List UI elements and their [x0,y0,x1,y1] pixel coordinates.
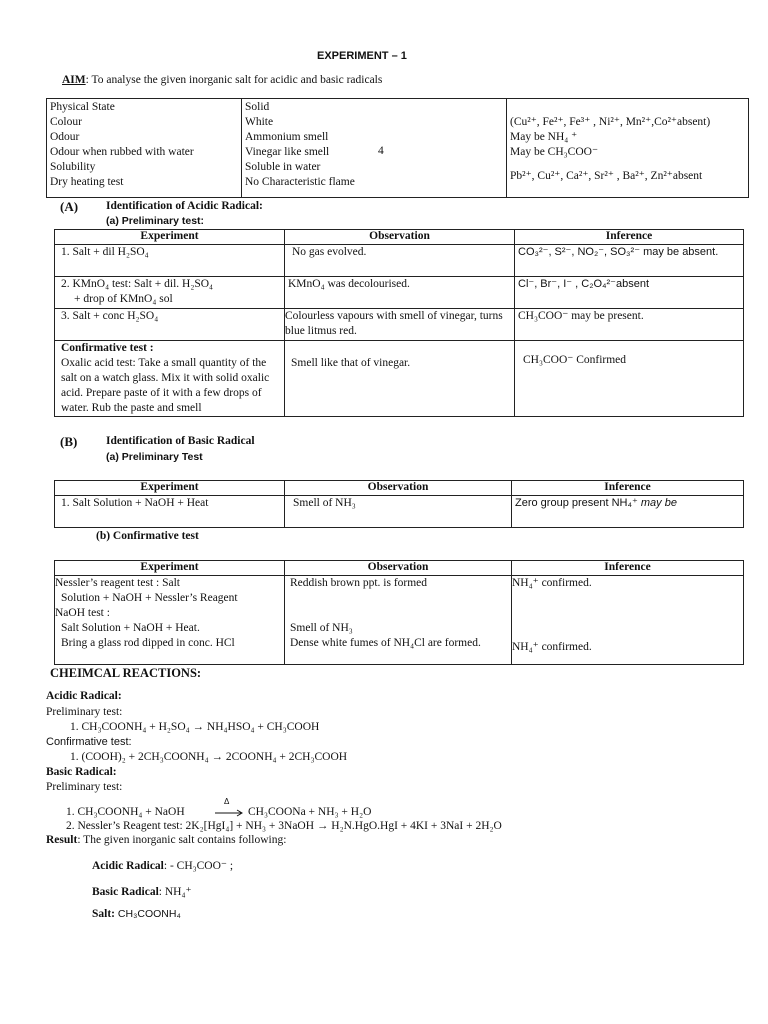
salt-value: CH₃COONH₄ [115,908,181,920]
properties-column [47,99,242,198]
section-a-label: (A) [60,199,79,214]
salt-label: Salt: [92,908,115,920]
basic-prelim-table [54,480,744,528]
result-acidic [92,858,233,872]
inf-line: NH₄⁺ confirmed. [512,641,592,653]
inf-dry-heating: Pb²⁺, Cu²⁺, Ca²⁺, Sr²⁺ , Ba²⁺, Zn²⁺absent [510,170,703,182]
inferences-column [507,99,749,198]
obs-no-flame: No Characteristic flame [245,176,355,188]
inf-cell: Cl⁻, Br⁻, I⁻ , C₂O₄²⁻absent [518,278,650,290]
confirm-title: (b) Confirmative test [96,530,199,542]
section-b-title: Identification of Basic Radical [106,435,255,447]
acid-prelim-label: Preliminary test: [46,706,123,718]
basic-value: : NH₄⁺ [158,886,192,898]
table-row-confirmative [55,341,744,417]
basic-reaction-1-right: CH₃COONa + NH₃ + H₂O [248,806,372,818]
acidic-radical-heading: Acidic Radical: [46,690,122,702]
inf-colour: (Cu²⁺, Fe²⁺, Fe³⁺ , Ni²⁺, Mn²⁺,Co²⁺absent) [510,116,711,128]
obs-cell: Smell like that of vinegar. [291,357,411,369]
exp-cell: 2. KMnO₄ test: Salt + dil. H₂SO₄ [61,278,214,290]
aim-line [62,74,382,86]
inf-cell [515,496,740,511]
obs-cell: Colourless vapours with smell of vinegar, turns blue litmus red. [285,310,503,337]
obs-solid: Solid [245,101,270,113]
obs-cell: No gas evolved. [292,246,367,258]
experiment-title: EXPERIMENT – 1 [317,50,407,62]
inf-nh4: May be NH₄ ⁺ [510,131,578,143]
result-salt [92,908,181,920]
col-observation: Observation [285,230,515,245]
obs-white: White [245,116,274,128]
obs-ammonium-smell: Ammonium smell [245,131,329,143]
basic-prelim-label: Preliminary test: [46,781,123,793]
exp-cell: 3. Salt + conc H₂SO₄ [61,310,159,322]
section-b-subtitle: (a) Preliminary Test [106,451,203,463]
result-label: Result [46,834,78,846]
obs-cell: KMnO₄ was decolourised. [288,278,410,290]
exp-line: NaOH test : [55,607,110,619]
physical-properties-table [46,98,749,198]
acid-prelim-reaction: 1. CH₃COONH₄ + H₂SO₄ → NH₄HSO₄ + CH₃COOH [70,721,320,733]
col-experiment: Experiment [55,561,285,576]
col-experiment: Experiment [55,230,285,245]
obs-line: Reddish brown ppt. is formed [290,577,428,589]
obs-soluble: Soluble in water [245,161,321,173]
obs-line: Dense white fumes of NH₄Cl are formed. [290,637,481,649]
col-inference: Inference [512,481,744,496]
col-inference: Inference [515,230,744,245]
reaction-arrow-icon [215,809,243,817]
result-line [46,834,286,846]
table-row [55,496,744,528]
exp-line: Salt Solution + NaOH + Heat. [61,622,200,634]
table-row [55,576,744,665]
section-a-title: Identification of Acidic Radical: [106,200,263,212]
acid-confirm-label: Confirmative test: [46,736,132,748]
exp-line: Nessler’s reagent test : Salt [55,577,180,589]
acidic-label: Acidic Radical [92,860,164,872]
col-observation: Observation [285,481,512,496]
acidic-radical-table [54,229,744,417]
aim-label: AIM [62,74,86,86]
delta-symbol: Δ [224,797,230,806]
inf-cell: CO₃²⁻, S²⁻, NO₂⁻, SO₃²⁻ may be absent. [518,246,719,258]
basic-reaction-1-left: 1. CH₃COONH₄ + NaOH [66,806,185,818]
table-row [55,245,744,277]
reactions-heading: CHEIMCAL REACTIONS: [50,666,202,680]
exp-line: Solution + NaOH + Nessler’s Reagent [61,592,238,604]
acidic-value: : - CH₃COO⁻ ; [163,860,234,872]
col-experiment: Experiment [55,481,285,496]
basic-confirm-table [54,560,744,665]
col-observation: Observation [285,561,512,576]
property-physical-state: Physical State [50,101,115,113]
result-text: : The given inorganic salt contains following: [77,834,287,846]
exp-cell: 1. Salt Solution + NaOH + Heat [61,497,209,509]
obs-cell: Smell of NH₃ [293,497,356,509]
result-basic [92,884,192,898]
inf-ch3coo: May be CH₃COO⁻ [510,146,599,158]
obs-vinegar-smell: Vinegar like smell [245,146,330,158]
section-a-subtitle: (a) Preliminary test: [106,215,205,227]
aim-text: : To analyse the given inorganic salt for acidic and basic radicals [85,74,383,86]
property-colour: Colour [50,116,82,128]
property-odour: Odour [50,131,80,143]
acid-confirm-reaction: 1. (COOH)₂ + 2CH₃COONH₄ → 2COONH₄ + 2CH₃COOH [70,751,348,763]
col-inference: Inference [512,561,744,576]
inf-cell: CH₃COO⁻ Confirmed [523,354,627,366]
basic-reaction-2: 2. Nessler’s Reagent test: 2K₂[HgI₄] + NH₃ + 3NaOH → H₂N.HgO.HgI + 4KI + 3NaI + 2H₂O [66,820,502,832]
basic-label: Basic Radical [92,886,159,898]
exp-cell: Oxalic acid test: Take a small quantity of the salt on a watch glass. Mix it with solid oxalic acid. Prepare paste of it with a few drops of water. Rub the paste and smell [61,357,270,414]
confirmative-heading: Confirmative test : [61,342,154,354]
exp-cell-cont: + drop of KMnO₄ sol [74,293,173,305]
observations-column [242,99,507,198]
exp-cell: 1. Salt + dil H₂SO₄ [61,246,149,258]
basic-radical-heading: Basic Radical: [46,766,117,778]
section-b-label: (B) [60,434,78,449]
inf-cell: CH₃COO⁻ may be present. [518,310,644,322]
property-dry-heating: Dry heating test [50,176,124,188]
table-row [55,277,744,309]
obs-line: Smell of NH₃ [290,622,353,634]
property-odour-rubbed: Odour when rubbed with water [50,146,194,158]
inf-text: Zero group present NH₄⁺ [515,497,641,509]
property-solubility: Solubility [50,161,96,173]
inf-line: NH₄⁺ confirmed. [512,577,592,589]
exp-line: Bring a glass rod dipped in conc. HCl [61,637,235,649]
stray-mark: 4 [378,145,384,157]
table-row [55,309,744,341]
inf-text-italic: may be [640,497,677,509]
